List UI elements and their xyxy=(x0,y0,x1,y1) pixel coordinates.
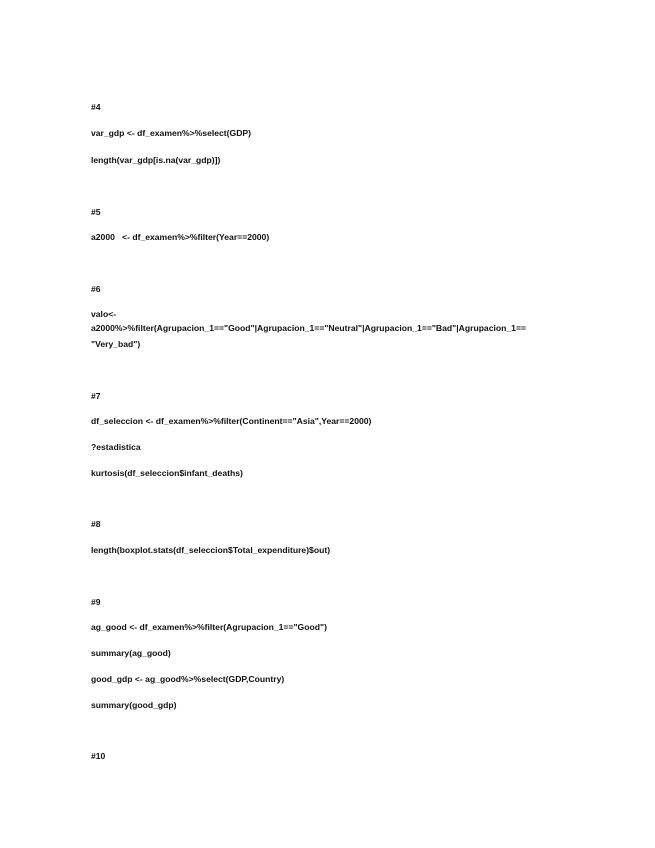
code-line: length(boxplot.stats(df_seleccion$Total_expenditure)$out) xyxy=(91,545,331,555)
code-line: summary(ag_good) xyxy=(91,648,171,658)
section-heading-7: #7 xyxy=(91,391,101,401)
code-line: var_gdp <- df_examen%>%select(GDP) xyxy=(91,128,251,138)
code-line: "Very_bad") xyxy=(91,339,141,349)
code-line: kurtosis(df_seleccion$infant_deaths) xyxy=(91,468,243,478)
section-heading-5: #5 xyxy=(91,207,101,217)
section-heading-10: #10 xyxy=(91,751,106,761)
section-heading-6: #6 xyxy=(91,284,101,294)
code-line: a2000 <- df_examen%>%filter(Year==2000) xyxy=(91,232,270,242)
code-line: good_gdp <- ag_good%>%select(GDP,Country) xyxy=(91,674,285,684)
section-heading-8: #8 xyxy=(91,519,101,529)
section-heading-4: #4 xyxy=(91,102,101,112)
section-heading-9: #9 xyxy=(91,597,101,607)
code-line: a2000%>%filter(Agrupacion_1=="Good"|Agrupacion_1=="Neutral"|Agrupacion_1=="Bad"|Agrupacion_1== xyxy=(91,323,526,333)
code-line: df_seleccion <- df_examen%>%filter(Continent=="Asia",Year==2000) xyxy=(91,416,372,426)
code-line: ?estadistica xyxy=(91,442,141,452)
code-line: summary(good_gdp) xyxy=(91,700,177,710)
code-line: length(var_gdp[is.na(var_gdp)]) xyxy=(91,155,221,165)
code-line: ag_good <- df_examen%>%filter(Agrupacion_1=="Good") xyxy=(91,622,327,632)
code-line: valo<- xyxy=(91,309,117,319)
